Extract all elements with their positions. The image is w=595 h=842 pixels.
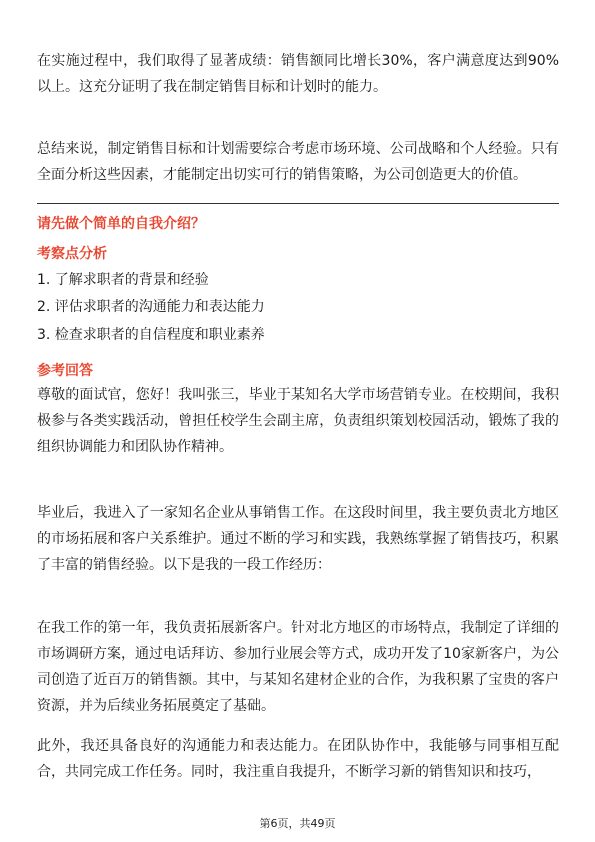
answer-paragraph-1: 尊敬的面试官，您好！我叫张三，毕业于某知名大学市场营销专业。在校期间，我积极参与各类实践活动，曾担任校学生会副主席，负责组织策划校园活动，锻炼了我的组织协调能力和团队协作精神。 [37, 387, 559, 455]
analysis-item: 3. 检查求职者的自信程度和职业素养 [37, 327, 265, 343]
section-divider [37, 203, 559, 204]
answer-paragraph-2: 毕业后，我进入了一家知名企业从事销售工作。在这段时间里，我主要负责北方地区的市场拓展和客户关系维护。通过不断的学习和实践，我熟练掌握了销售技巧，积累了丰富的销售经验。以下是我的一段工作经历： [37, 505, 559, 573]
answer-paragraph-3: 在我工作的第一年，我负责拓展新客户。针对北方地区的市场特点，我制定了详细的市场调研方案，通过电话拜访、参加行业展会等方式，成功开发了10家新客户，为公司创造了近百万的销售额。其中，与某知名建材企业的合作，为我积累了宝贵的客户资源，并为后续业务拓展奠定了基础。 [37, 620, 559, 714]
question-heading: 请先做个简单的自我介绍？ [37, 216, 205, 232]
analysis-item: 2. 评估求职者的沟通能力和表达能力 [37, 299, 265, 315]
answer-paragraph-4: 此外，我还具备良好的沟通能力和表达能力。在团队协作中，我能够与同事相互配合，共同完成工作任务。同时，我注重自我提升，不断学习新的销售知识和技巧， [37, 738, 559, 780]
intro-paragraph-1: 在实施过程中，我们取得了显著成绩：销售额同比增长30%，客户满意度达到90%以上。这充分证明了我在制定销售目标和计划时的能力。 [37, 53, 559, 95]
intro-paragraph-2: 总结来说，制定销售目标和计划需要综合考虑市场环境、公司战略和个人经验。只有全面分析这些因素，才能制定出切实可行的销售策略，为公司创造更大的价值。 [37, 141, 559, 183]
answer-label: 参考回答 [37, 363, 93, 379]
analysis-label: 考察点分析 [37, 246, 107, 262]
page-footer: 第6页，共49页 [259, 817, 336, 830]
analysis-item: 1. 了解求职者的背景和经验 [37, 272, 209, 288]
